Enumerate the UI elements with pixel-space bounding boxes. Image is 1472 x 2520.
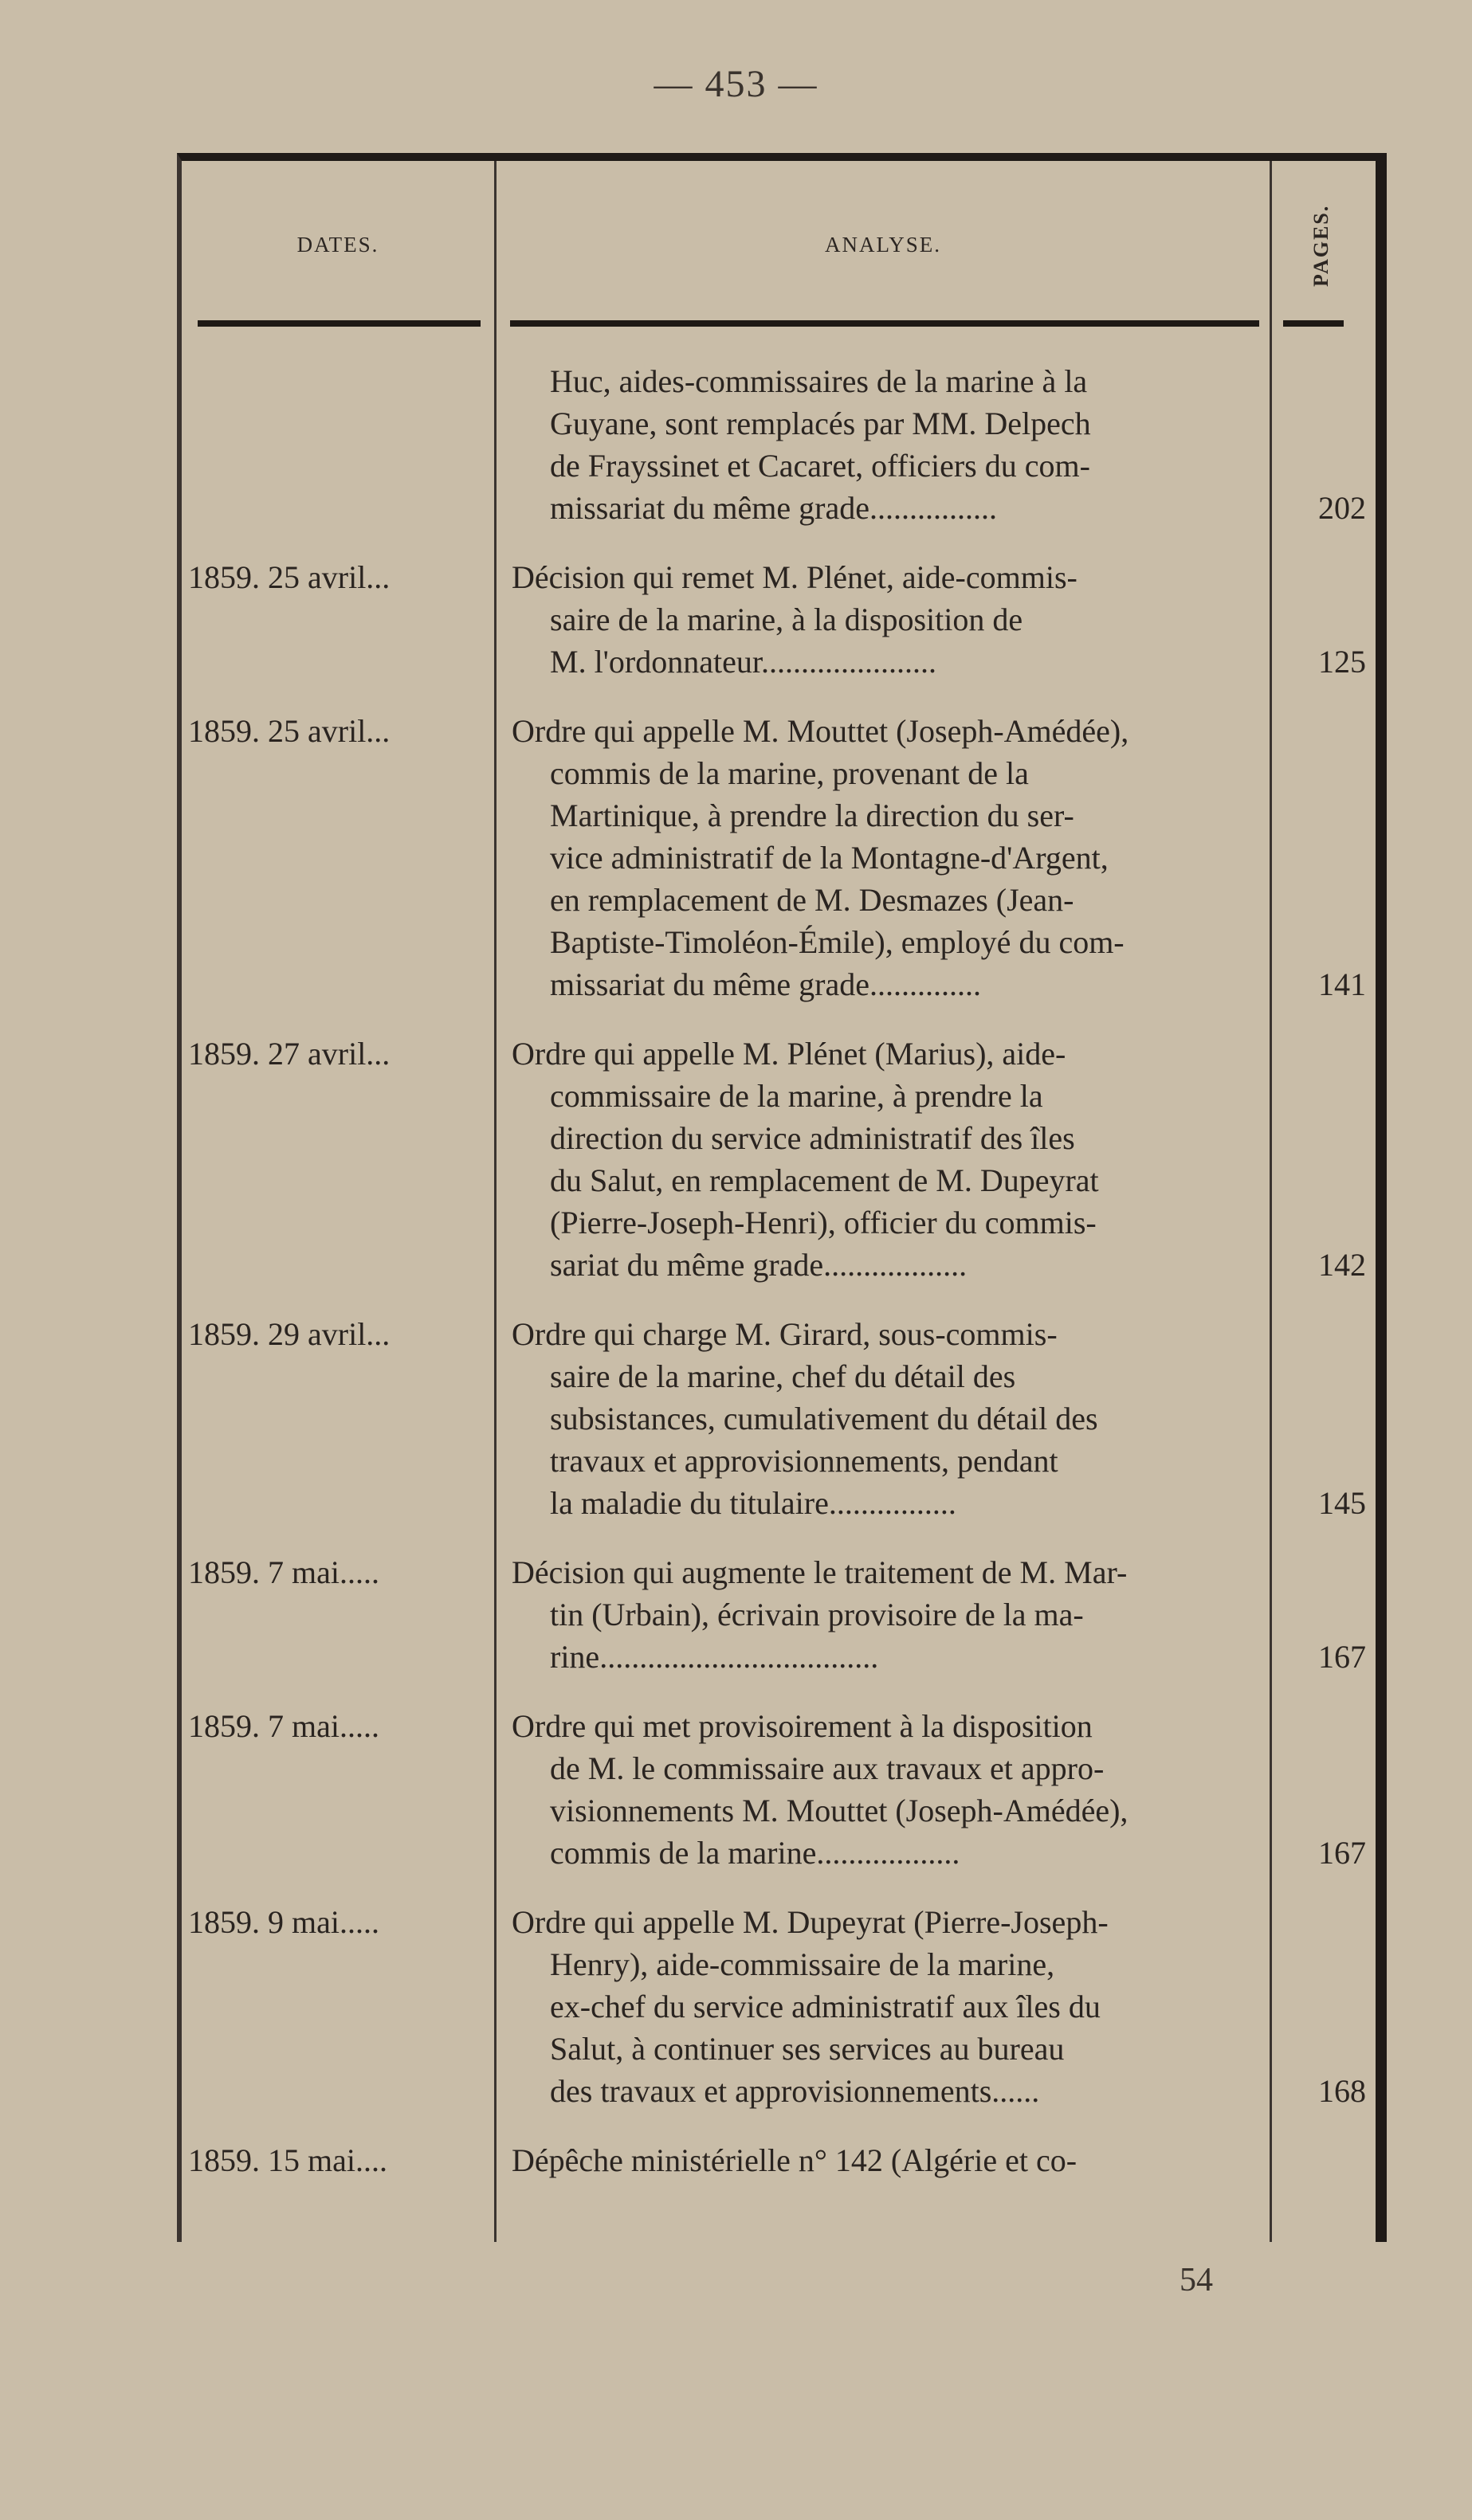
analysis-line: en remplacement de M. Desmazes (Jean- [550, 882, 1074, 918]
page-number: — 453 — [654, 63, 818, 105]
table-row [182, 710, 1376, 1005]
analysis-line: tin (Urbain), écrivain provisoire de la ma- [550, 1597, 1084, 1632]
entry-list [182, 360, 1376, 2208]
analysis-line: subsistances, cumulativement du détail des [550, 1401, 1098, 1436]
analysis-line: Salut, à continuer ses services au bureau [550, 2031, 1065, 2067]
analysis-line: Henry), aide-commissaire de la marine, [550, 1946, 1055, 1982]
analysis-line: Ordre qui met provisoirement à la disposition [512, 1708, 1093, 1744]
entry-date: 1859. 9 mai..... [188, 1904, 379, 1940]
analysis-line: Ordre qui appelle M. Plénet (Marius), aide- [512, 1036, 1066, 1072]
analysis-line: (Pierre-Joseph-Henri), officier du commis- [550, 1205, 1097, 1240]
analysis-line: sariat du même grade.................. [550, 1247, 968, 1283]
entry-date: 1859. 25 avril... [188, 559, 391, 595]
folio-signature: 54 [1180, 2262, 1213, 2299]
entry-analysis [512, 1313, 1254, 1524]
analysis-line: de M. le commissaire aux travaux et appro- [550, 1750, 1105, 1786]
analysis-line: commissaire de la marine, à prendre la [550, 1078, 1043, 1114]
analysis-line: ex-chef du service administratif aux îles du [550, 1989, 1101, 2024]
entry-analysis [512, 556, 1254, 683]
analysis-line: vice administratif de la Montagne-d'Argent, [550, 840, 1109, 876]
analysis-line: du Salut, en remplacement de M. Dupeyrat [550, 1162, 1099, 1198]
entry-page-number: 125 [1318, 644, 1366, 680]
header-rule-analyse [510, 320, 1259, 327]
analysis-line: de Frayssinet et Cacaret, officiers du com- [550, 448, 1090, 484]
analysis-line: missariat du même grade................ [550, 490, 997, 526]
analysis-line: travaux et approvisionnements, pendant [550, 1443, 1058, 1479]
entry-date: 1859. 7 mai..... [188, 1554, 379, 1590]
header-pages: PAGES. [1309, 204, 1333, 287]
analysis-line: commis de la marine, provenant de la [550, 755, 1029, 791]
header-analyse: ANALYSE. [824, 233, 942, 257]
table-row [182, 1313, 1376, 1524]
analysis-line: direction du service administratif des îles [550, 1120, 1075, 1156]
index-table [177, 153, 1387, 2242]
analysis-line: Ordre qui appelle M. Dupeyrat (Pierre-Joseph- [512, 1904, 1109, 1940]
entry-analysis [512, 2139, 1254, 2181]
table-row [182, 1705, 1376, 1874]
entry-page-number: 141 [1318, 966, 1366, 1002]
analysis-line: missariat du même grade.............. [550, 966, 981, 1002]
analysis-line: Huc, aides-commissaires de la marine à la [550, 363, 1088, 399]
entry-analysis [512, 1551, 1254, 1678]
analysis-line: Ordre qui charge M. Girard, sous-commis- [512, 1316, 1058, 1352]
header-rule-pages [1283, 320, 1344, 327]
analysis-line: visionnements M. Mouttet (Joseph-Amédée), [550, 1793, 1129, 1828]
analysis-line: Ordre qui appelle M. Mouttet (Joseph-Amédée), [512, 713, 1129, 749]
analysis-line: la maladie du titulaire................ [550, 1485, 956, 1521]
analysis-line: Décision qui remet M. Plénet, aide-commis- [512, 559, 1078, 595]
entry-page-number: 167 [1318, 1639, 1366, 1675]
entry-date: 1859. 15 mai.... [188, 2142, 387, 2178]
analysis-line: M. l'ordonnateur...................... [550, 644, 936, 680]
entry-date: 1859. 29 avril... [188, 1316, 391, 1352]
entry-analysis [512, 710, 1254, 1005]
analysis-line: commis de la marine.................. [550, 1835, 960, 1871]
entry-page-number: 168 [1318, 2073, 1366, 2109]
analysis-line: saire de la marine, chef du détail des [550, 1358, 1016, 1394]
analysis-line: Décision qui augmente le traitement de M. Mar- [512, 1554, 1128, 1590]
table-row [182, 1551, 1376, 1678]
entry-date: 1859. 27 avril... [188, 1036, 391, 1072]
entry-date: 1859. 25 avril... [188, 713, 391, 749]
entry-page-number: 167 [1318, 1835, 1366, 1871]
header-rule-dates [198, 320, 481, 327]
analysis-line: Baptiste-Timoléon-Émile), employé du com- [550, 924, 1125, 960]
analysis-line: rine................................... [550, 1639, 879, 1675]
analysis-line: Guyane, sont remplacés par MM. Delpech [550, 406, 1091, 441]
analysis-line: Dépêche ministérielle n° 142 (Algérie et co- [512, 2142, 1078, 2178]
table-row [182, 2139, 1376, 2181]
entry-analysis [512, 1705, 1254, 1874]
entry-analysis [512, 1033, 1254, 1286]
entry-page-number: 202 [1318, 490, 1366, 526]
entry-date: 1859. 7 mai..... [188, 1708, 379, 1744]
table-row [182, 360, 1376, 529]
table-row [182, 1901, 1376, 2112]
entry-page-number: 145 [1318, 1485, 1366, 1521]
table-row [182, 1033, 1376, 1286]
analysis-line: Martinique, à prendre la direction du ser- [550, 798, 1074, 833]
entry-page-number: 142 [1318, 1247, 1366, 1283]
table-row [182, 556, 1376, 683]
entry-analysis [512, 1901, 1254, 2112]
entry-analysis [512, 360, 1254, 529]
header-dates: DATES. [296, 233, 379, 257]
analysis-line: des travaux et approvisionnements...... [550, 2073, 1040, 2109]
analysis-line: saire de la marine, à la disposition de [550, 602, 1023, 637]
